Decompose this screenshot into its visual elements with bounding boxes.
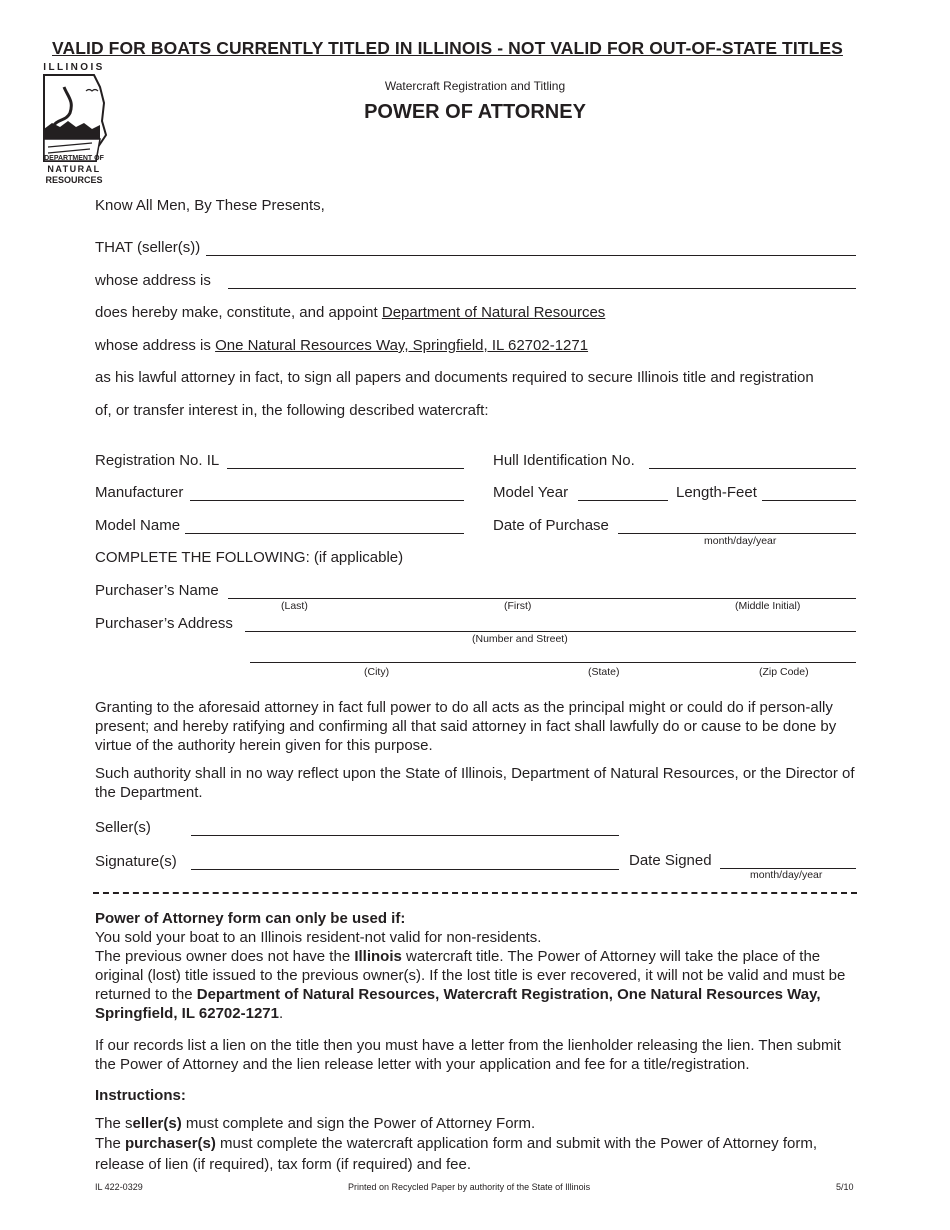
logo-natural-text: NATURAL	[47, 164, 101, 174]
printed-notice: Printed on Recycled Paper by authority of the State of Illinois	[348, 1182, 591, 1192]
name-caption-last: (Last)	[281, 600, 308, 612]
address-caption-street: (Number and Street)	[472, 633, 568, 645]
model-year-label: Model Year	[493, 484, 569, 501]
sellers-label: Seller(s)	[95, 819, 151, 836]
appointee-address-label: whose address is	[95, 337, 211, 354]
purpose-line-1: as his lawful attorney in fact, to sign all papers and documents required to secure Illinois title and registration	[95, 369, 814, 386]
model-name-label: Model Name	[95, 517, 181, 534]
appoint-text	[95, 304, 605, 321]
validity-banner: VALID FOR BOATS CURRENTLY TITLED IN ILLINOIS - NOT VALID FOR OUT-OF-STATE TITLES	[52, 38, 843, 58]
appointee-address: One Natural Resources Way, Springfield, IL 62702-1271	[215, 337, 589, 354]
instructions-heading: Instructions:	[95, 1087, 186, 1104]
revision-date: 5/10	[836, 1182, 854, 1192]
instr1-text-bold: eller(s)	[132, 1115, 182, 1132]
logo-illinois-text: ILLINOIS	[43, 62, 105, 73]
appointee-name: Department of Natural Resources	[381, 304, 606, 321]
state-outline-icon	[40, 73, 108, 163]
address-caption-zip: (Zip Code)	[759, 666, 809, 678]
seller-label: THAT (seller(s))	[95, 239, 201, 256]
model-name-field[interactable]	[185, 533, 464, 534]
registration-field[interactable]	[227, 468, 464, 469]
instr1-text-a: The s	[95, 1115, 133, 1132]
manufacturer-label: Manufacturer	[95, 484, 184, 501]
instruction-attachments: release of lien (if required), tax form (if required) and fee.	[95, 1156, 472, 1173]
registration-label: Registration No. IL	[95, 452, 220, 469]
appoint-label: does hereby make, constitute, and appoint	[95, 304, 378, 321]
cut-line-divider	[93, 892, 857, 894]
purchaser-street-field[interactable]	[245, 631, 856, 632]
cond-text-bold2: Department of Natural Resources, Watercraft Registration, One Natural Resources Way, Springfield, IL 62702-1271	[95, 986, 821, 1022]
length-label: Length-Feet	[676, 484, 757, 501]
form-subtitle: Watercraft Registration and Titling	[384, 79, 566, 93]
form-number: IL 422-0329	[95, 1182, 143, 1192]
date-signed-label: Date Signed	[629, 852, 712, 869]
address-caption-city: (City)	[364, 666, 390, 678]
cond-text-b: watercraft title. The Power of Attorney will take the place of the original (lost) title issued to the previous owner(s). If the lost title is ever recovered, it will not be valid and must be returned to the	[95, 948, 846, 1003]
model-year-field[interactable]	[578, 500, 668, 501]
instr2-text-b: must complete the watercraft application form and submit with the Power of Attorney form,	[215, 1135, 817, 1152]
intro-text: Know All Men, By These Presents,	[95, 197, 325, 214]
purchaser-address-label: Purchaser’s Address	[95, 615, 233, 632]
signature-label: Signature(s)	[95, 853, 177, 870]
length-field[interactable]	[762, 500, 856, 501]
instruction-purchaser	[95, 1134, 857, 1153]
appointee-address-row	[95, 337, 588, 354]
signature-field[interactable]	[191, 869, 619, 870]
date-purchase-field[interactable]	[618, 533, 856, 534]
cond-text-end: .	[278, 1005, 284, 1022]
date-signed-caption: month/day/year	[750, 869, 823, 881]
instr2-text-a: The	[95, 1135, 126, 1152]
seller-address-label: whose address is	[95, 272, 211, 289]
seller-field[interactable]	[206, 255, 856, 256]
conditions-heading: Power of Attorney form can only be used if:	[95, 910, 406, 927]
purchaser-name-field[interactable]	[228, 598, 856, 599]
logo-dept-text: DEPARTMENT OF	[44, 155, 104, 162]
granting-paragraph: Granting to the aforesaid attorney in fact full power to do all acts as the principal might or could do if person-ally present; and hereby ratifying and confirming all that said attorney in fact shall lawfully do or cause to be done by virtue of the authority herein given for this purpose.	[95, 699, 837, 754]
hull-label: Hull Identification No.	[493, 452, 635, 469]
name-caption-middle: (Middle Initial)	[735, 600, 801, 612]
date-purchase-caption: month/day/year	[704, 535, 777, 547]
hull-field[interactable]	[649, 468, 856, 469]
purpose-line-2: of, or transfer interest in, the following described watercraft:	[95, 402, 489, 419]
sellers-field[interactable]	[191, 835, 619, 836]
instr2-text-bold: purchaser(s)	[125, 1135, 216, 1152]
condition-previous-owner	[95, 947, 857, 1023]
purchaser-city-state-zip-field[interactable]	[250, 662, 856, 663]
seller-address-field[interactable]	[228, 288, 856, 289]
page-title: POWER OF ATTORNEY	[364, 101, 586, 123]
manufacturer-field[interactable]	[190, 500, 464, 501]
instr1-text-b: must complete and sign the Power of Attorney Form.	[181, 1115, 536, 1132]
instruction-seller	[95, 1114, 857, 1133]
condition-resident: You sold your boat to an Illinois resident-not valid for non-residents.	[95, 929, 542, 946]
lien-paragraph: If our records list a lien on the title then you must have a letter from the lienholder releasing the lien. Then submit the Power of Attorney and the lien release letter with your application and fee for a title/registration.	[95, 1037, 841, 1073]
cond-text-a: The previous owner does not have the	[95, 948, 355, 965]
cond-text-bold: Illinois	[354, 948, 402, 965]
purchaser-name-label: Purchaser’s Name	[95, 582, 219, 599]
idnr-logo	[40, 62, 108, 188]
name-caption-first: (First)	[504, 600, 532, 612]
complete-label: COMPLETE THE FOLLOWING: (if applicable)	[95, 549, 404, 566]
date-purchase-label: Date of Purchase	[493, 517, 609, 534]
authority-paragraph: Such authority shall in no way reflect upon the State of Illinois, Department of Natural Resources, or the Director of the Department.	[95, 765, 855, 801]
address-caption-state: (State)	[588, 666, 620, 678]
logo-resources-text: RESOURCES	[45, 175, 103, 185]
